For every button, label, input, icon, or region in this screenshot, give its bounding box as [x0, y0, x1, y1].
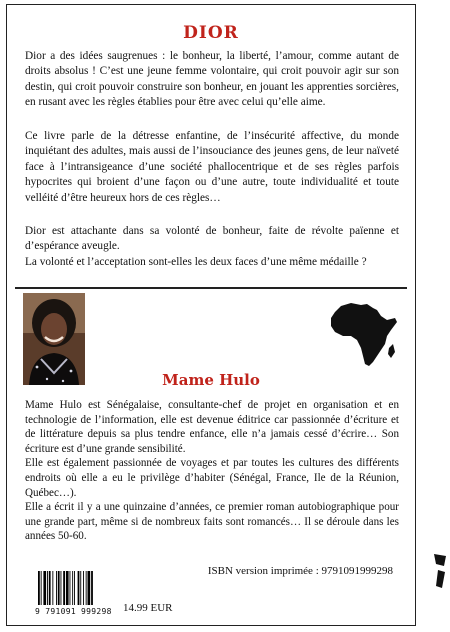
back-cover: [6, 4, 416, 626]
synopsis-line-3a: Dior est attachante dans sa volonté de bonheur, faite de révolte païenne et d’espérance aveugle.: [25, 225, 399, 253]
barcode-bar: [58, 571, 60, 605]
bio-paragraph-2: Elle est également passionnée de voyages et par toutes les cultures des différents endroits où elle a eu le privilège d’habiter (Sénégal, France, Ile de la Réunion, Québec…).: [25, 457, 399, 499]
barcode-bar: [78, 571, 80, 605]
barcode-bar: [52, 571, 53, 605]
barcode-bar: [74, 571, 75, 605]
barcode-bar: [41, 571, 42, 605]
barcode-bar: [47, 571, 48, 605]
barcode-icon: [37, 571, 112, 607]
barcode-bar: [91, 571, 93, 605]
barcode-bar: [49, 571, 51, 605]
barcode-bar: [38, 571, 40, 605]
barcode-bar: [43, 571, 46, 605]
barcode-bar: [63, 571, 65, 605]
barcode-number: 9 791091 999298: [35, 607, 112, 616]
barcode-bar: [80, 571, 81, 605]
barcode-bar: [61, 571, 62, 605]
barcode-bar: [72, 571, 73, 605]
synopsis-paragraph-1: Dior a des idées saugrenues : le bonheur, la liberté, l’amour, comme autant de droits absolus ! C’est une jeune femme volontaire, qui croit pouvoir agir sur son destin, qui croit pouvoir construire son bonheur, en jouant les apprenties sorcières, en rusant avec les règles établies pour être avec celui qu’elle aime.: [25, 50, 399, 109]
price: 14.99 EUR: [123, 602, 173, 614]
bio-paragraph-1: Mame Hulo est Sénégalaise, consultante-chef de projet en organisation et en technologie de l’information, elle est devenue éditrice car passionnée d’écriture et de littérature depuis sa plus tendre enfance, elle n’a jamais cessé d’écrire… Son écriture est d’une grande sensibilité.: [25, 399, 399, 455]
author-name: Mame Hulo: [162, 371, 260, 389]
synopsis-paragraph-3: [25, 224, 399, 270]
barcode-bar: [83, 571, 84, 605]
book-title: DIOR: [183, 23, 239, 43]
author-bio: [25, 398, 399, 544]
barcode-bar: [86, 571, 87, 605]
barcode-bar: [70, 571, 71, 605]
isbn-text: ISBN version imprimée : 9791091999298: [207, 565, 393, 577]
barcode-bar: [88, 571, 91, 605]
barcode-bar: [56, 571, 57, 605]
page-edge-mark: [432, 552, 448, 592]
synopsis-line-3b: La volonté et l’acceptation sont-elles les deux faces d’une même médaille ?: [25, 255, 367, 268]
barcode-bar: [66, 571, 69, 605]
synopsis-paragraph-2: Ce livre parle de la détresse enfantine, de l’insécurité affective, du monde inquiétant des adultes, mais aussi de l’insouciance des jeunes gens, de leur naïveté face à l’intransigeance d’une société phallocentrique et de ses règles parfois hypocrites qui broient d’une façon ou d’une autre, toute individualité et toute velléité d’être heureux hors de ces règles…: [25, 130, 399, 204]
africa-map-icon: [327, 300, 403, 370]
section-divider: [15, 287, 407, 289]
bio-paragraph-3: Elle a écrit il y a une quinzaine d’années, ce premier roman autobiographique pour une grande part, même si de nombreux faits sont romancés… Il se déroule dans les années 50-60.: [25, 501, 399, 543]
